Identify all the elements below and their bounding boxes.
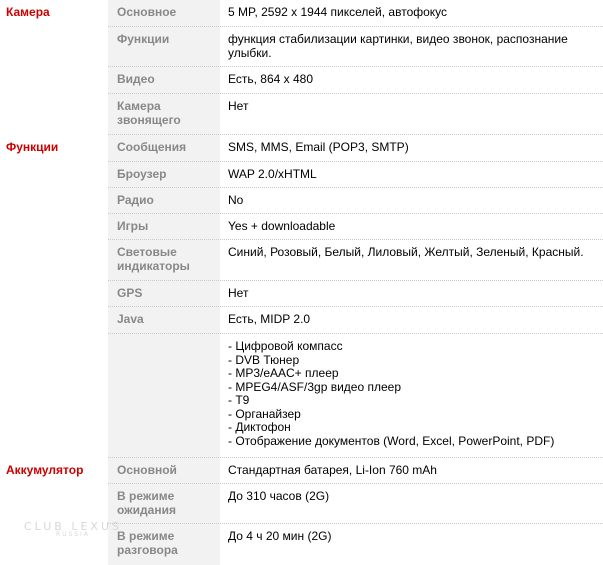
spec-value: Синий, Розовый, Белый, Лиловый, Желтый, Зеленый, Красный. bbox=[228, 245, 584, 259]
spec-label: Радио bbox=[117, 193, 154, 207]
spec-row-gps bbox=[0, 281, 603, 307]
spec-label: Основной bbox=[117, 463, 177, 477]
spec-value: WAP 2.0/xHTML bbox=[228, 167, 317, 181]
spec-row-messages bbox=[0, 135, 603, 162]
spec-label: Видео bbox=[117, 72, 155, 86]
spec-value: Есть, 864 x 480 bbox=[228, 72, 313, 86]
spec-label: Световые индикаторы bbox=[117, 245, 190, 273]
spec-label: Сообщения bbox=[117, 140, 187, 154]
section-camera: Камера bbox=[6, 5, 50, 19]
watermark-logo bbox=[18, 520, 128, 538]
spec-value: До 4 ч 20 мин (2G) bbox=[228, 529, 332, 543]
spec-label: Основное bbox=[117, 5, 177, 19]
spec-row-front-camera bbox=[0, 94, 603, 135]
spec-value: До 310 часов (2G) bbox=[228, 489, 330, 503]
spec-label: Камера звонящего bbox=[117, 99, 181, 127]
section-functions: Функции bbox=[6, 140, 59, 154]
spec-value: SMS, MMS, Email (POP3, SMTP) bbox=[228, 140, 409, 154]
spec-row-video bbox=[0, 67, 603, 94]
spec-label: Игры bbox=[117, 219, 149, 233]
spec-value: No bbox=[228, 193, 244, 207]
spec-row-indicators bbox=[0, 240, 603, 281]
spec-row-battery-main bbox=[0, 458, 603, 484]
spec-label: В режиме разговора bbox=[117, 529, 178, 557]
spec-value: Нет bbox=[228, 286, 249, 300]
spec-row-java bbox=[0, 307, 603, 334]
spec-row-browser bbox=[0, 162, 603, 188]
spec-value: 5 MP, 2592 x 1944 пикселей, автофокус bbox=[228, 5, 448, 19]
spec-row-camera-main bbox=[0, 0, 603, 27]
spec-label: GPS bbox=[117, 286, 143, 300]
spec-label: Функции bbox=[117, 32, 170, 46]
spec-row-standby bbox=[0, 484, 603, 524]
spec-label: В режиме ожидания bbox=[117, 489, 176, 517]
spec-label: Броузер bbox=[117, 167, 167, 181]
spec-row-extras bbox=[0, 334, 603, 458]
spec-row-radio bbox=[0, 188, 603, 214]
spec-label: Java bbox=[117, 312, 144, 326]
section-battery: Аккумулятор bbox=[6, 463, 84, 477]
watermark-sub: RUSSIA bbox=[55, 531, 91, 538]
spec-row-camera-functions bbox=[0, 27, 603, 67]
watermark-main: CLUB LEXUS bbox=[23, 520, 122, 533]
spec-value-list: - Цифровой компасс - DVB Тюнер - MP3/eAAC+ плеер - MPEG4/ASF/3gp видео плеер - T9 - Органайзер - Диктофон - Отображение документов (Word, Excel, PowerPoint, PDF) bbox=[228, 339, 555, 448]
label-cell bbox=[108, 334, 220, 458]
spec-value: Стандартная батарея, Li-Ion 760 mAh bbox=[228, 463, 437, 477]
spec-value: Yes + downloadable bbox=[228, 219, 336, 233]
spec-row-games bbox=[0, 214, 603, 240]
spec-value: Есть, MIDP 2.0 bbox=[228, 312, 311, 326]
spec-value: функция стабилизации картинки, видео звонок, распознание улыбки. bbox=[228, 32, 568, 60]
spec-value: Нет bbox=[228, 99, 249, 113]
